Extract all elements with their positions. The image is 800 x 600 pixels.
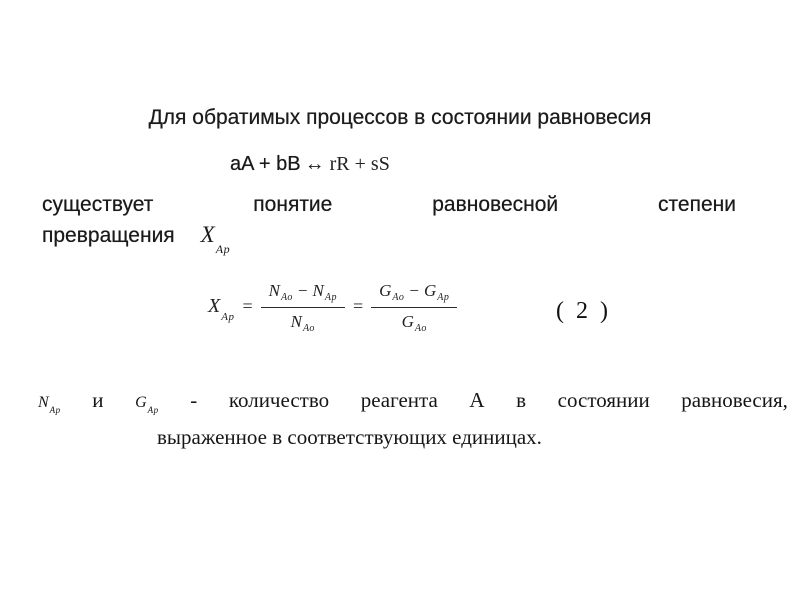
note-line-1 [38, 386, 788, 418]
equation-number: ( 2 ) [556, 298, 611, 324]
note-line-2: выраженное в соответствующих единицах. [157, 425, 542, 449]
minus-sign: − [297, 281, 308, 300]
g-ap-symbol: $G_{Ар}$ [135, 394, 159, 415]
paragraph-word: степени [658, 193, 736, 216]
note-word: и [92, 388, 104, 412]
formula-lhs: $X_{Ар}$ [208, 295, 235, 323]
paragraph-word: понятие [253, 193, 333, 216]
reaction-left: aA + bB [230, 153, 301, 175]
fraction-g [371, 281, 457, 332]
equals-sign: = [352, 296, 364, 316]
equals-sign: = [242, 296, 253, 316]
fraction-n-numerator: N Ао − N Ар [261, 281, 345, 308]
reaction-equation [230, 152, 390, 176]
paragraph-line-2 [42, 222, 736, 256]
note-word: реагента [360, 388, 438, 412]
note-word: А [469, 388, 485, 412]
note-word: равновесия, [681, 388, 788, 412]
minus-sign: − [409, 281, 419, 300]
fraction-g-numerator: G Ао − G Ар [371, 281, 457, 308]
paragraph-word: превращения [42, 224, 175, 247]
paragraph-word: существует [42, 193, 154, 216]
x-ap-symbol: $X_{Ар}$ [200, 222, 231, 256]
fraction-n [261, 281, 345, 332]
note-word: количество [228, 388, 330, 412]
reaction-right: ↔ rR + sS [304, 153, 390, 175]
fraction-g-denominator: G Ао [401, 312, 427, 334]
note-word: состоянии [557, 388, 650, 412]
slide-title: Для обратимых процессов в состоянии равновесия [148, 106, 652, 129]
dash: - [190, 388, 198, 412]
equilibrium-conversion-formula [208, 281, 457, 332]
paragraph-equilibrium-degree [42, 192, 736, 256]
fraction-n-denominator: N Ао [290, 312, 315, 334]
paragraph-word: равновесной [432, 193, 559, 216]
note-word: в [516, 388, 527, 412]
paragraph-line-1 [42, 192, 736, 218]
n-ap-symbol: $N_{Ар}$ [38, 394, 61, 415]
